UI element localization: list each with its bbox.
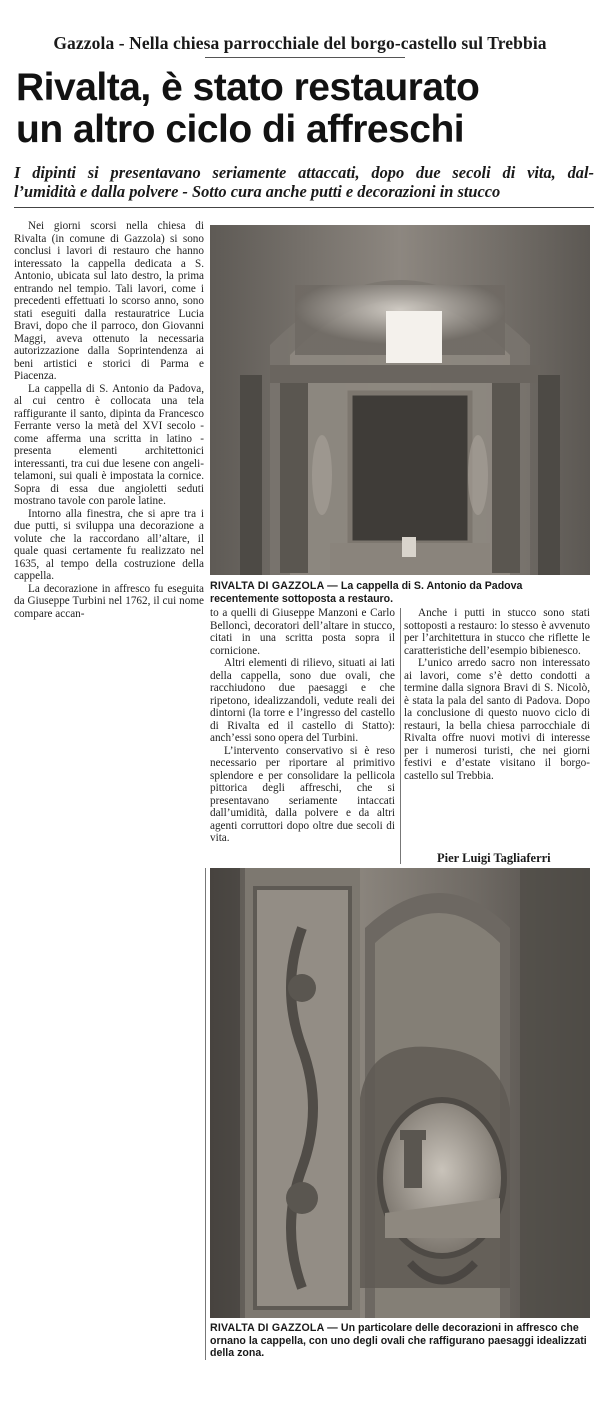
- caption-lead: RIVALTA DI GAZZOLA —: [210, 1322, 338, 1334]
- caption-text: La cappella di S. Antonio da Padova recentemente sottoposta a restauro.: [210, 580, 523, 605]
- article-column-1: [14, 220, 204, 620]
- article-deck: [14, 163, 594, 201]
- chapel-photo: [210, 225, 590, 575]
- article-column-3: [404, 607, 590, 782]
- body-paragraph: L’unico arredo sacro non interessato ai lavori, come s’è detto condotti a termine dalla signora Bravi di S. Nicolò, è stata la pala del santo di Padova. Dopo la conclusione di questo nuovo ciclo di restauri, la bella chiesa parrocchiale di Rivalta offre nuovi motivi di interesse per i numerosi turisti, che nei giorni festivi e d’estate visitano il borgo-castello sul Trebbia.: [404, 657, 590, 782]
- article-kicker: Gazzola - Nella chiesa parrocchiale del borgo-castello sul Trebbia: [53, 33, 547, 53]
- body-paragraph: Nei giorni scorsi nella chiesa di Rivalta (in comune di Gazzola) si sono conclusi i lavori di restauro che hanno interessato la cappella dedicata a S. Antonio, ubicata sul lato destro, la prima entrando nel tempio. Tali lavori, come i precedenti effettuati lo scorso anno, sono stati eseguiti dalla restauratrice Lucia Bravi, dopo che il parroco, don Giovanni Maggi, aveva ottenuto la necessaria autorizzazione dalla Soprintendenza ai beni artistici e storici di Parma e Piacenza.: [14, 220, 204, 382]
- article-column-2: [210, 607, 395, 845]
- body-paragraph: Anche i putti in stucco sono stati sottoposti a restauro: lo stesso è avvenuto per l’architettura in stucco che riflette le caratteristiche dell’esempio bibienesco.: [404, 607, 590, 657]
- caption-lead: RIVALTA DI GAZZOLA —: [210, 580, 338, 592]
- body-paragraph: La cappella di S. Antonio da Padova, al cui centro è collocata una tela raffigurante il santo, dipinta da Francesco Ferrante verso la metà del XVI secolo - come afferma una scritta in latino - presenta elementi architettonici interessanti, tra cui due lesene con angeli-telamoni, sui quali è impostata la cornice. Sopra di essa due angioletti seduti mostrano tavole con parole latine.: [14, 382, 204, 507]
- body-paragraph: L’intervento conservativo si è reso necessario per riportare al primitivo splendore e per consolidare la pellicola pittorica degli affreschi, che si presentavano seriamente intaccati dall’umidità, dalla polvere e da altri agenti corruttori dopo oltre due secoli di vita.: [210, 744, 395, 844]
- fresco-photo-caption: [210, 1322, 592, 1360]
- headline-line-2: un altro ciclo di affreschi: [16, 108, 465, 151]
- kicker-rule: [205, 57, 405, 58]
- fresco-photo-graphic: [210, 868, 590, 1318]
- headline-line-1: Rivalta, è stato restaurato: [16, 66, 480, 109]
- body-paragraph: Altri elementi di rilievo, situati ai lati della cappella, sono due ovali, che racchiudono due paesaggi e che ripetono, idealizzandoli, vedute reali dei dintorni (la torre e l’ingresso del castello di Rivalta ed il castello di Statto): anch’essi sono opera del Turbini.: [210, 657, 395, 744]
- deck-line-2: l’umidità e dalla polvere - Sotto cura anche putti e decorazioni in stucco: [14, 182, 501, 201]
- column-divider: [205, 868, 206, 1360]
- deck-line-1: I dipinti si presentavano seriamente attaccati, dopo due secoli di vita, dal-: [14, 163, 594, 182]
- body-paragraph: to a quelli di Giuseppe Manzoni e Carlo Belloncì, decoratori dell’altare in stucco, citati in una scritta posta sopra il cornicione.: [210, 607, 395, 657]
- chapel-photo-caption: [210, 580, 592, 605]
- body-paragraph: La decorazione in affresco fu eseguita da Giuseppe Turbini nel 1762, il cui nome compare accan-: [14, 582, 204, 620]
- deck-rule: [14, 207, 594, 208]
- body-paragraph: Intorno alla finestra, che si apre tra i due putti, si sviluppa una decorazione a volute che la raccordano all’altare, il quale quasi certamente fu realizzato nel 1635, al tempo della costruzione della cappella.: [14, 507, 204, 582]
- caption-text: Un particolare delle decorazioni in affresco che ornano la cappella, con uno degli ovali che raffigurano paesaggi idealizzati della zona.: [210, 1322, 587, 1359]
- column-divider: [400, 608, 401, 864]
- author-signature: Pier Luigi Tagliaferri: [437, 851, 551, 865]
- fresco-photo: [210, 868, 590, 1318]
- chapel-photo-graphic: [210, 225, 590, 575]
